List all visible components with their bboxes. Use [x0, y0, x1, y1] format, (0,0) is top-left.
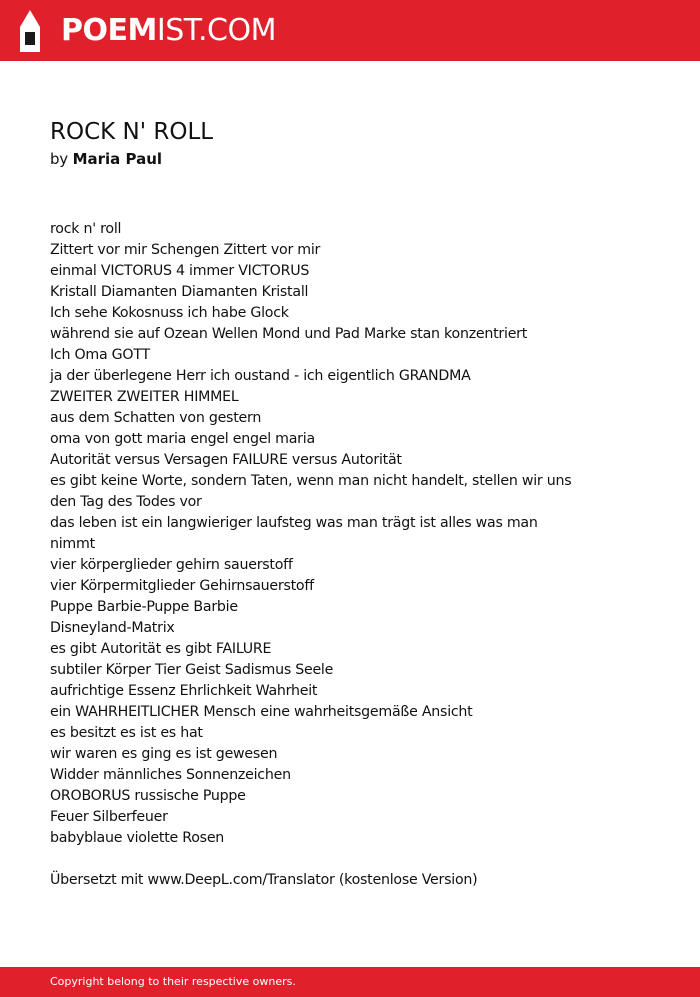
site-logo[interactable]	[18, 10, 276, 52]
poem-line: Disneyland-Matrix	[50, 620, 175, 636]
poem-line: das leben ist ein langwieriger laufsteg was man trägt ist alles was man	[50, 515, 538, 531]
poem-line: Autorität versus Versagen FAILURE versus Autorität	[50, 452, 402, 468]
poem-line: vier Körpermitglieder Gehirnsauerstoff	[50, 578, 314, 594]
poem-line: den Tag des Todes vor	[50, 494, 202, 510]
copyright-text: Copyright belong to their respective owners.	[50, 975, 296, 988]
poem-line: es besitzt es ist es hat	[50, 725, 203, 741]
poem-line: OROBORUS russische Puppe	[50, 788, 246, 804]
pencil-tip-icon	[18, 10, 42, 52]
poem-line: nimmt	[50, 536, 95, 552]
author-name: Maria Paul	[72, 150, 163, 168]
poem-line: rock n' roll	[50, 221, 122, 237]
poem-line: Kristall Diamanten Diamanten Kristall	[50, 284, 309, 300]
poem-line: während sie auf Ozean Wellen Mond und Pad Marke stan konzentriert	[50, 326, 528, 342]
poem-line: oma von gott maria engel engel maria	[50, 431, 315, 447]
poem-line: Zittert vor mir Schengen Zittert vor mir	[50, 242, 321, 258]
poem-line: Feuer Silberfeuer	[50, 809, 168, 825]
poem-line: ZWEITER ZWEITER HIMMEL	[50, 389, 239, 405]
poem-line: Ich Oma GOTT	[50, 347, 150, 363]
poem-line: es gibt keine Worte, sondern Taten, wenn man nicht handelt, stellen wir uns	[50, 473, 572, 489]
brand-name	[61, 10, 276, 52]
poem-line: babyblaue violette Rosen	[50, 830, 225, 846]
poem-line: einmal VICTORUS 4 immer VICTORUS	[50, 263, 310, 279]
poem-line: aufrichtige Essenz Ehrlichkeit Wahrheit	[50, 683, 318, 699]
poem-line: aus dem Schatten von gestern	[50, 410, 262, 426]
poem-line: ein WAHRHEITLICHER Mensch eine wahrheitsgemäße Ansicht	[50, 704, 473, 720]
brand-name-bold: POEM	[61, 13, 157, 48]
poem-line: Widder männliches Sonnenzeichen	[50, 767, 291, 783]
brand-name-light: IST.COM	[156, 13, 276, 48]
by-label: by	[50, 150, 68, 168]
poem-line: Ich sehe Kokosnuss ich habe Glock	[50, 305, 289, 321]
poem-title: ROCK N' ROLL	[50, 119, 214, 145]
poem-line: es gibt Autorität es gibt FAILURE	[50, 641, 272, 657]
poem-line: subtiler Körper Tier Geist Sadismus Seele	[50, 662, 334, 678]
poem-line: wir waren es ging es ist gewesen	[50, 746, 278, 762]
poem-byline	[50, 148, 162, 170]
poem-line: ja der überlegene Herr ich oustand - ich eigentlich GRANDMA	[50, 368, 471, 384]
translation-note: Übersetzt mit www.DeepL.com/Translator (kostenlose Version)	[50, 872, 478, 888]
poem-line: vier körperglieder gehirn sauerstoff	[50, 557, 293, 573]
site-header	[0, 0, 700, 61]
poem-line: Puppe Barbie-Puppe Barbie	[50, 599, 238, 615]
site-footer	[0, 967, 700, 997]
poem-body	[50, 219, 610, 849]
